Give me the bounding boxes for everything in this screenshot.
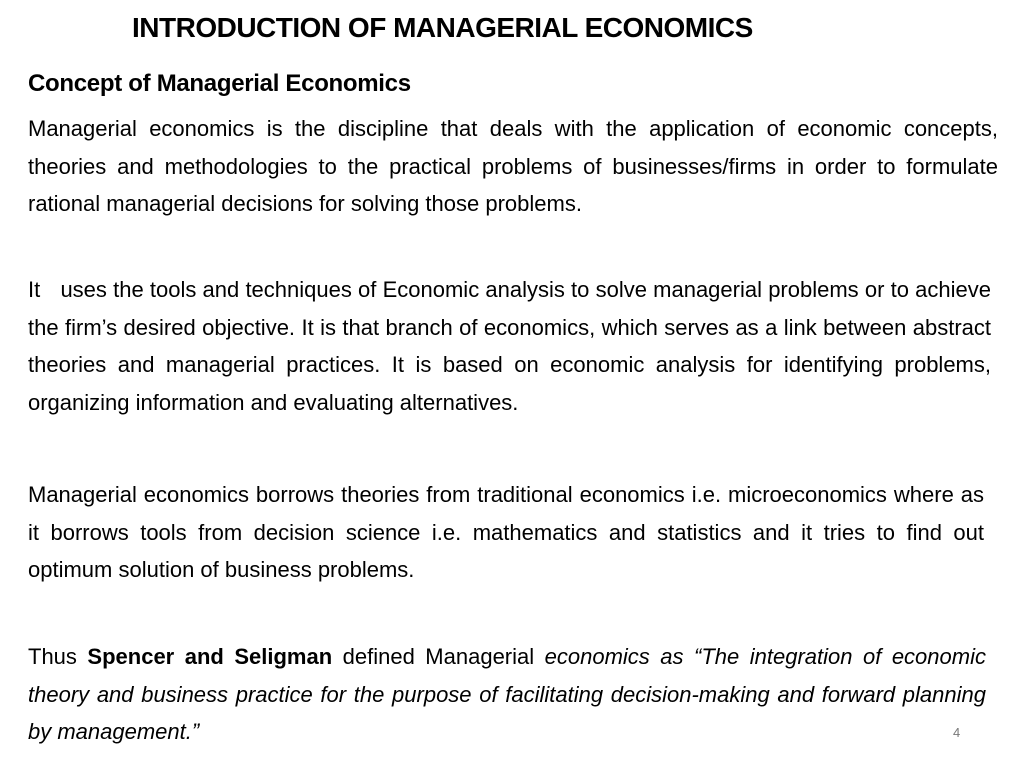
paragraph-borrows: Managerial economics borrows theories from traditional economics i.e. microeconomics where as it borrows tools from decision science i.e. mathematics and statistics and it tries to find out optimum solution of business problems. — [28, 482, 984, 582]
paragraph-quote-intro: Thus — [28, 644, 77, 669]
page-number: 4 — [953, 725, 961, 740]
paragraph-quote-verb: defined Managerial — [342, 644, 535, 669]
paragraph-definition: Managerial economics is the discipline that deals with the application of economic concepts, theories and methodologies to the practical problems of businesses/firms in order to formulate rational managerial decisions for solving those problems. — [28, 116, 998, 216]
paragraph-tools-body: uses the tools and techniques of Economic analysis to solve managerial problems or to achieve the firm’s desired objective. It is that branch of economics, which serves as a link between abstract theories and managerial practices. It is based on economic analysis for identifying problems, organizing information and evaluating alternatives. — [28, 277, 991, 415]
paragraph-quote — [28, 638, 986, 751]
section-heading: Concept of Managerial Economics — [28, 70, 411, 97]
quote-text: economics as “The integration of economic theory and business practice for the purpose of facilitating decision-making and forward planning by management.” — [28, 644, 986, 744]
paragraph-tools — [28, 271, 991, 421]
slide-title: INTRODUCTION OF MANAGERIAL ECONOMICS — [132, 12, 753, 43]
paragraph-tools-lead: It — [28, 277, 41, 302]
quote-authors: Spencer and Seligman — [87, 644, 333, 669]
